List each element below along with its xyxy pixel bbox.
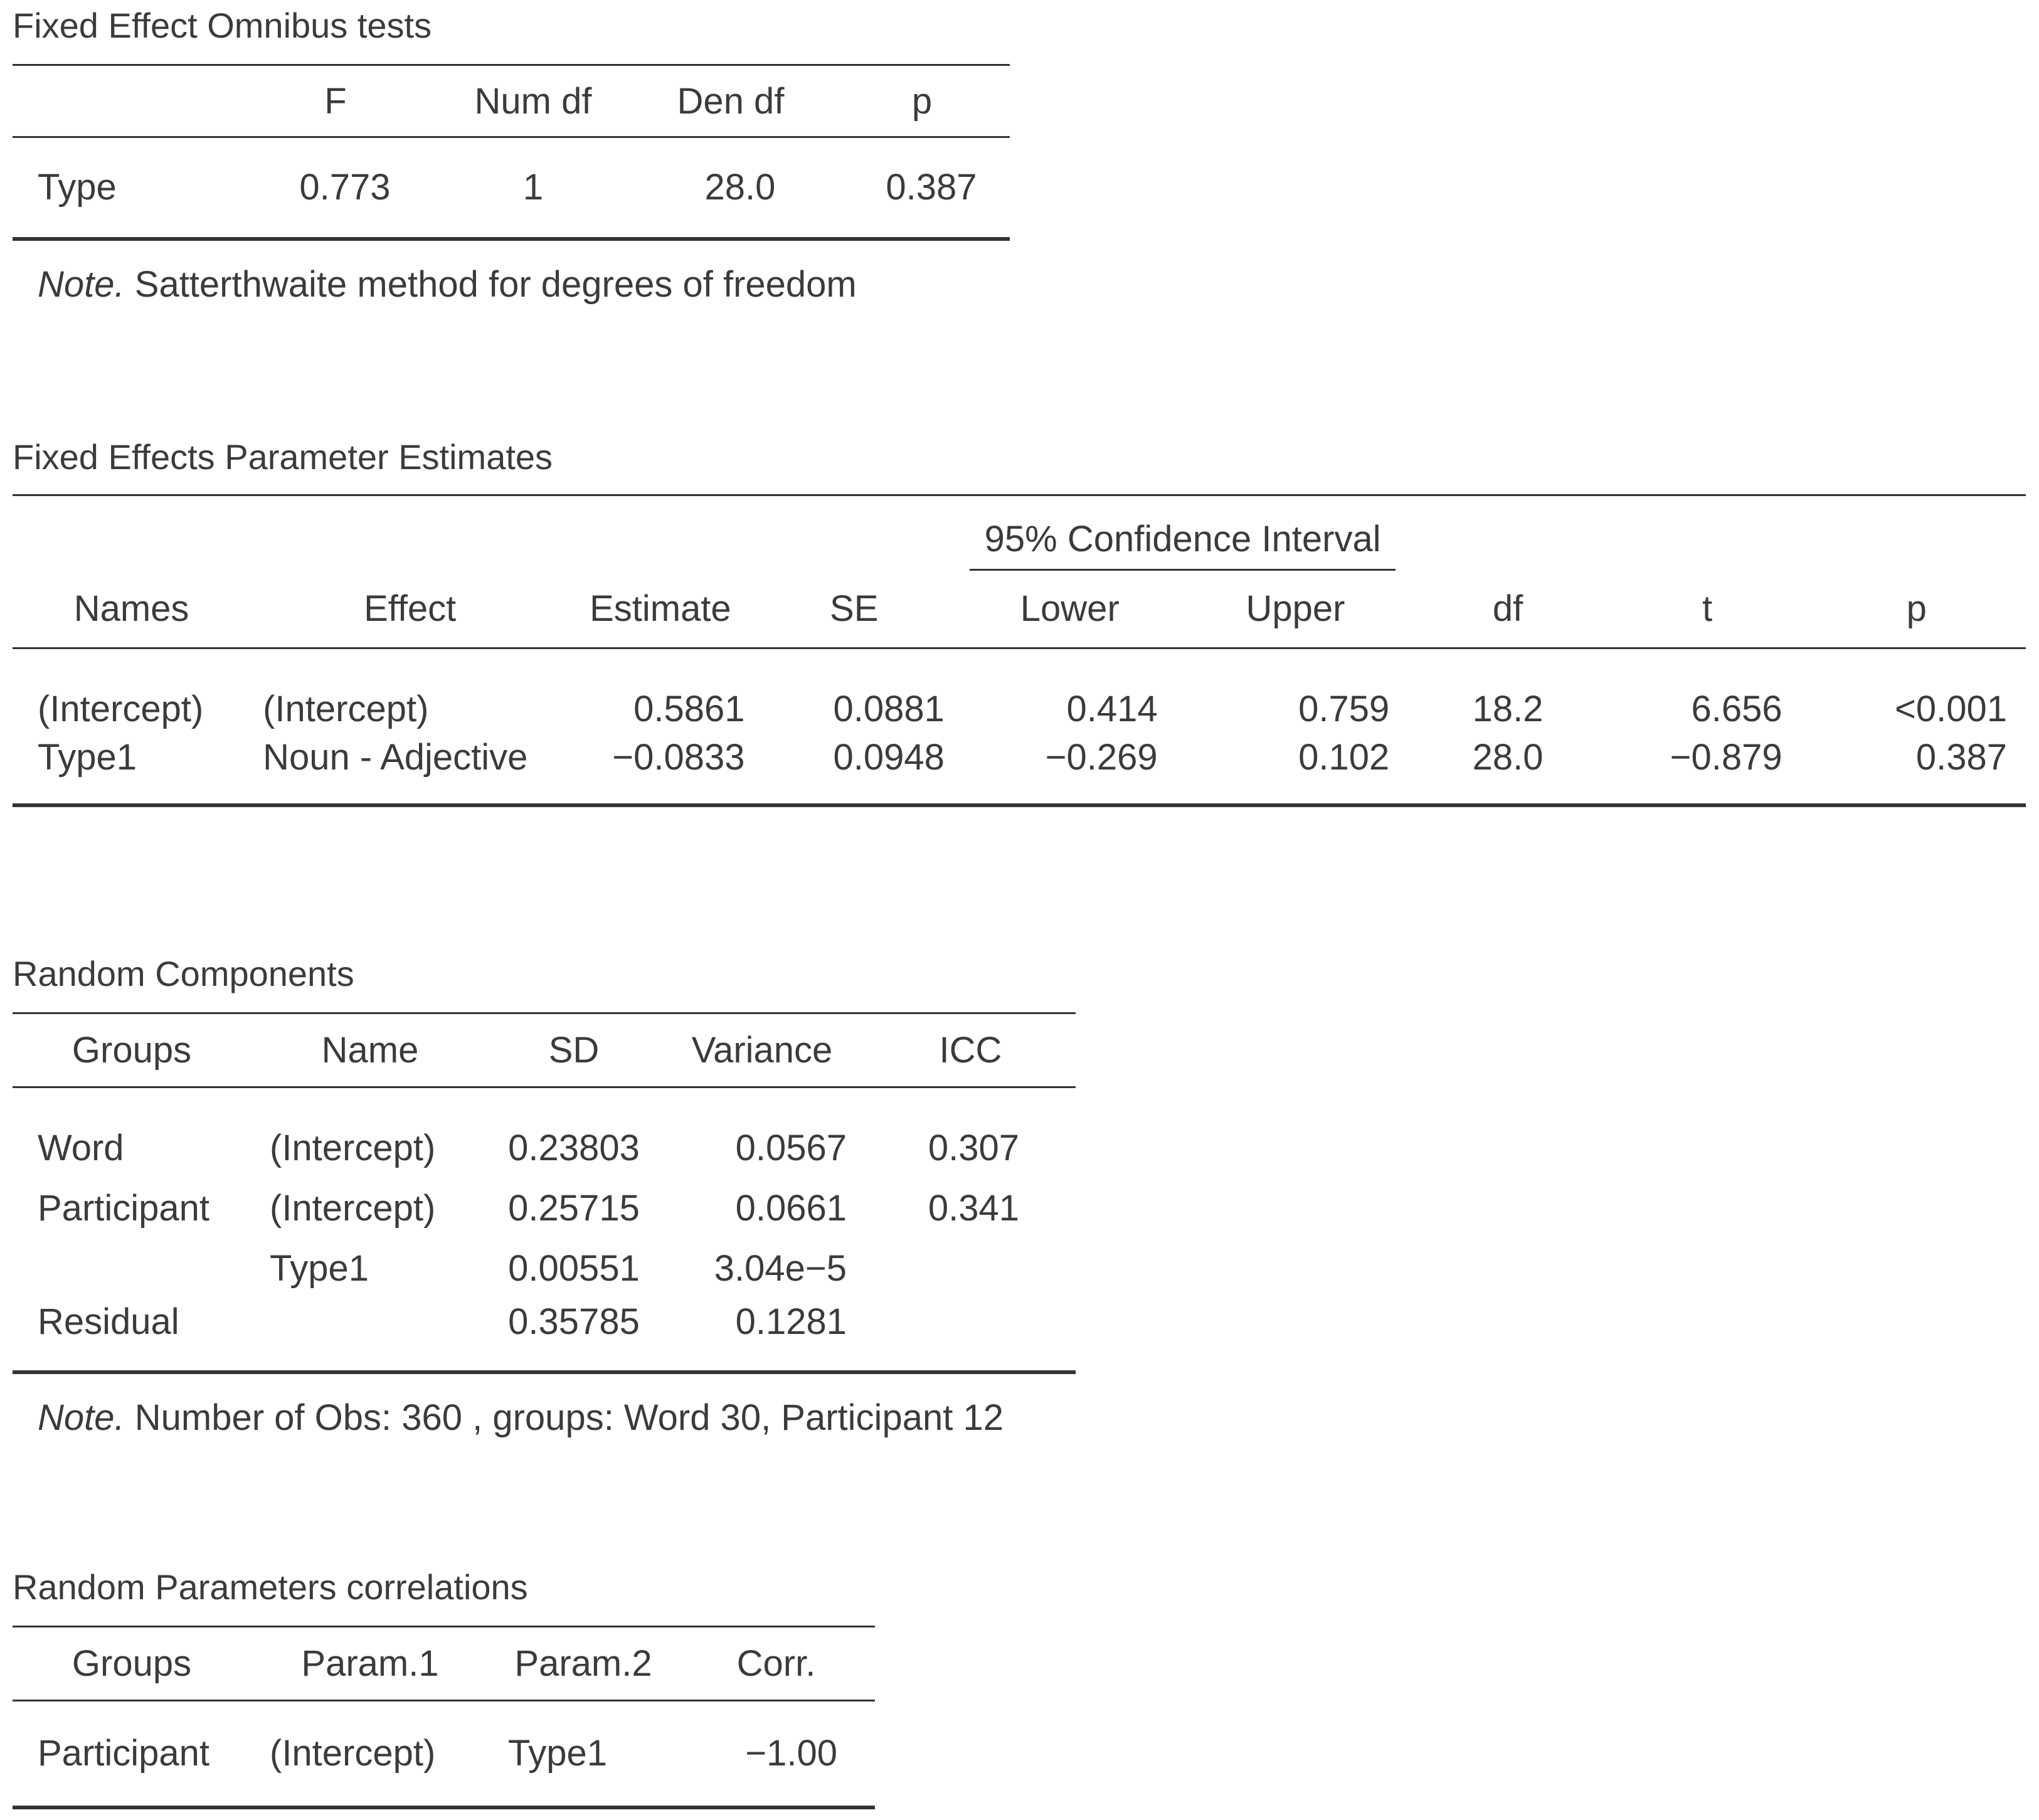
- estimates-header-p: p: [1808, 571, 2026, 648]
- table-row: [13, 1229, 1076, 1289]
- omnibus-cell-numdf: 1: [439, 137, 627, 239]
- random-components-section: [13, 952, 1076, 1439]
- correlations-table: [13, 1626, 875, 1809]
- corr-cell-param2: Type1: [489, 1701, 677, 1807]
- rc-cell-groups: [13, 1229, 251, 1289]
- rc-cell-name: (Intercept): [270, 1187, 436, 1229]
- omnibus-cell-f: 0.773: [251, 137, 439, 239]
- estimates-header-df: df: [1408, 571, 1607, 648]
- rc-cell-name: [251, 1289, 489, 1372]
- corr-cell-groups: Participant: [13, 1701, 251, 1807]
- correlations-section: [13, 1565, 875, 1809]
- ci-spacer-left: [13, 495, 957, 571]
- estimates-cell-effect: Noun - Adjective: [250, 730, 569, 805]
- ci-spacer-right: [1408, 495, 2026, 571]
- rc-cell-name: (Intercept): [270, 1127, 436, 1168]
- rc-header-sd: SD: [489, 1013, 659, 1087]
- corr-header-param1: Param.1: [251, 1627, 489, 1701]
- rc-header-groups: Groups: [13, 1013, 251, 1087]
- table-row: [13, 1169, 1076, 1229]
- estimates-cell-lower: 0.414: [1066, 688, 1158, 729]
- rc-cell-groups: Word: [38, 1127, 124, 1168]
- random-components-table: [13, 1012, 1076, 1374]
- omnibus-note-text: Satterthwaite method for degrees of freedom: [124, 263, 857, 305]
- estimates-header-t: t: [1607, 571, 1808, 648]
- omnibus-section: [13, 4, 1010, 305]
- rc-cell-sd: 0.35785: [489, 1289, 659, 1372]
- omnibus-cell-p: 0.387: [834, 137, 1010, 239]
- omnibus-header-blank: [13, 65, 251, 137]
- random-components-title: Random Components: [13, 954, 354, 993]
- estimates-cell-estimate: −0.0833: [569, 730, 751, 805]
- omnibus-header-dendf: Den df: [627, 65, 834, 137]
- omnibus-header-p: p: [834, 65, 1010, 137]
- estimates-cell-df: 28.0: [1408, 730, 1607, 805]
- estimates-header-effect: Effect: [250, 571, 569, 648]
- estimates-cell-t: −0.879: [1607, 730, 1808, 805]
- corr-cell-param1: (Intercept): [251, 1701, 489, 1807]
- omnibus-cell-dendf: 28.0: [627, 137, 834, 239]
- rc-cell-sd: 0.00551: [508, 1247, 640, 1289]
- rc-cell-variance: 3.04e−5: [714, 1247, 847, 1289]
- rc-cell-sd: 0.25715: [508, 1187, 640, 1229]
- rc-note-label: Note.: [38, 1397, 125, 1438]
- estimates-cell-df: 18.2: [1472, 688, 1544, 729]
- rc-cell-groups: Residual: [13, 1289, 251, 1372]
- ci-header: 95% Confidence Interval: [970, 518, 1396, 571]
- correlations-title: Random Parameters correlations: [13, 1567, 528, 1607]
- estimates-cell-upper: 0.759: [1298, 688, 1390, 729]
- omnibus-header-f: F: [251, 65, 439, 137]
- corr-header-param2: Param.2: [489, 1627, 677, 1701]
- estimates-cell-names: Type1: [13, 730, 250, 805]
- estimates-title: Fixed Effects Parameter Estimates: [13, 437, 553, 477]
- rc-note-text: Number of Obs: 360 , groups: Word 30, Participant 12: [124, 1397, 1004, 1438]
- estimates-cell-lower: −0.269: [957, 730, 1183, 805]
- omnibus-title: Fixed Effect Omnibus tests: [13, 6, 432, 45]
- corr-header-corr: Corr.: [677, 1627, 875, 1701]
- rc-cell-variance: 0.0567: [735, 1127, 847, 1168]
- rc-header-name: Name: [251, 1013, 489, 1087]
- estimates-table: [13, 494, 2026, 807]
- corr-cell-corr: −1.00: [677, 1701, 875, 1807]
- omnibus-cell-label: Type: [13, 137, 251, 239]
- table-row: [13, 648, 2026, 730]
- table-row: [13, 1289, 1076, 1372]
- rc-cell-groups: Participant: [38, 1187, 210, 1229]
- rc-cell-name: Type1: [270, 1247, 369, 1289]
- estimates-cell-names: (Intercept): [38, 688, 204, 729]
- estimates-cell-se: 0.0948: [751, 730, 957, 805]
- rc-cell-icc: 0.341: [928, 1187, 1020, 1229]
- rc-cell-icc: [866, 1229, 1076, 1289]
- estimates-header-estimate: Estimate: [569, 571, 751, 648]
- table-row: [13, 1087, 1076, 1169]
- estimates-cell-se: 0.0881: [833, 688, 945, 729]
- omnibus-table: [13, 64, 1010, 241]
- estimates-cell-estimate: 0.5861: [633, 688, 745, 729]
- estimates-header-upper: Upper: [1183, 571, 1409, 648]
- omnibus-note-label: Note.: [38, 263, 125, 305]
- table-row: [13, 137, 1010, 239]
- table-row: [13, 730, 2026, 805]
- estimates-header-se: SE: [751, 571, 957, 648]
- rc-header-variance: Variance: [659, 1013, 866, 1087]
- rc-cell-variance: 0.0661: [735, 1187, 847, 1229]
- rc-cell-sd: 0.23803: [508, 1127, 640, 1168]
- estimates-cell-p: 0.387: [1808, 730, 2026, 805]
- corr-header-groups: Groups: [13, 1627, 251, 1701]
- estimates-cell-t: 6.656: [1691, 688, 1782, 729]
- rc-cell-variance: 0.1281: [659, 1289, 866, 1372]
- estimates-cell-upper: 0.102: [1183, 730, 1409, 805]
- rc-cell-icc: 0.307: [928, 1127, 1020, 1168]
- omnibus-header-numdf: Num df: [439, 65, 627, 137]
- estimates-header-lower: Lower: [957, 571, 1183, 648]
- rc-header-icc: ICC: [866, 1013, 1076, 1087]
- estimates-header-names: Names: [13, 571, 250, 648]
- rc-cell-icc: [866, 1289, 1076, 1372]
- estimates-cell-effect: (Intercept): [263, 688, 429, 729]
- omnibus-note: [13, 263, 1010, 305]
- ci-header-cell: [957, 495, 1408, 571]
- estimates-cell-p: <0.001: [1894, 688, 2007, 729]
- random-components-note: [13, 1397, 1076, 1439]
- estimates-section: [13, 435, 2026, 807]
- table-row: [13, 1701, 875, 1807]
